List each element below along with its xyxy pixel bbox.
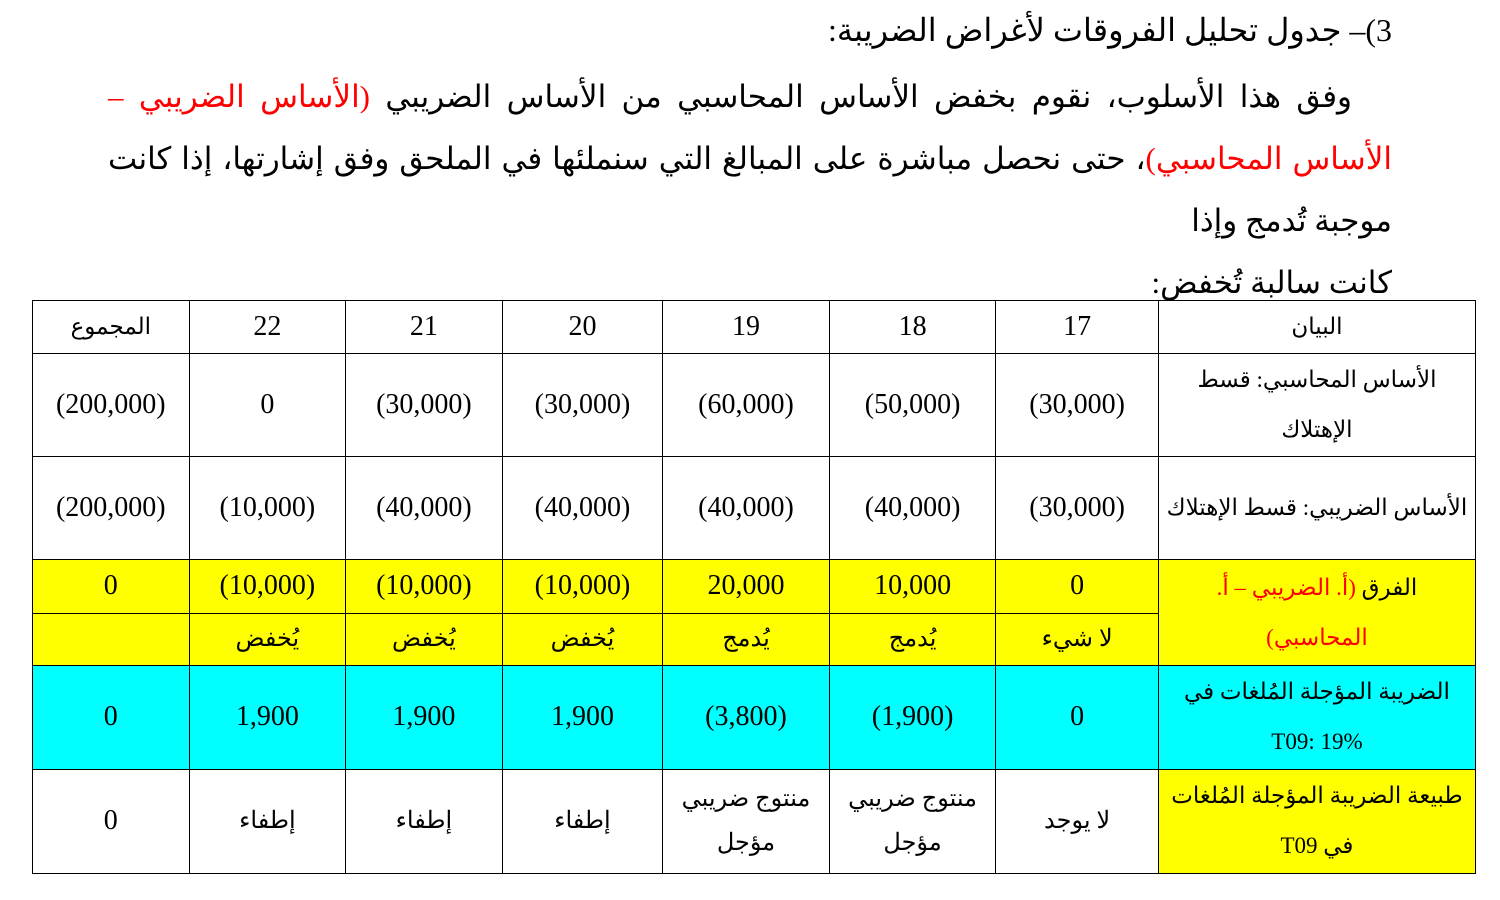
header-cell-year: 20 bbox=[502, 301, 663, 354]
treatment-cell: يُدمج bbox=[829, 613, 996, 665]
table-cell: إطفاء bbox=[502, 769, 663, 873]
paragraph-text-2: ، حتى نحصل مباشرة على المبالغ التي سنملئها في الملحق وفق إشارتها، إذا كانت موجبة تُدمج وإذا bbox=[108, 141, 1392, 238]
table-cell: 20,000 bbox=[663, 560, 830, 613]
paragraph-last-line: كانت سالبة تُخفض: bbox=[1151, 265, 1392, 300]
table-cell: إطفاء bbox=[189, 769, 346, 873]
table-cell: 1,900 bbox=[502, 665, 663, 769]
header-cell-year: 19 bbox=[663, 301, 830, 354]
treatment-cell-total bbox=[33, 613, 190, 665]
table-cell: (40,000) bbox=[663, 457, 830, 560]
table-row-tax-base bbox=[33, 457, 1476, 560]
row-label-difference: الفرق (أ. الضريبي – أ. المحاسبي) bbox=[1158, 560, 1475, 665]
table-cell: إطفاء bbox=[346, 769, 503, 873]
explanation-paragraph bbox=[108, 66, 1392, 314]
header-cell-year: 18 bbox=[829, 301, 996, 354]
table-row-nature bbox=[33, 769, 1476, 873]
table-cell-total: 0 bbox=[33, 769, 190, 873]
table-cell: (10,000) bbox=[502, 560, 663, 613]
header-cell-year: 17 bbox=[996, 301, 1159, 354]
treatment-cell: يُخفض bbox=[346, 613, 503, 665]
table-cell: (10,000) bbox=[189, 560, 346, 613]
table-cell: 10,000 bbox=[829, 560, 996, 613]
header-cell-total: المجموع bbox=[33, 301, 190, 354]
table-cell: (10,000) bbox=[189, 457, 346, 560]
table-cell: منتوج ضريبي مؤجل bbox=[829, 769, 996, 873]
treatment-cell: يُخفض bbox=[189, 613, 346, 665]
treatment-cell: يُدمج bbox=[663, 613, 830, 665]
table-row-deferred-tax bbox=[33, 665, 1476, 769]
table-cell: (40,000) bbox=[502, 457, 663, 560]
table-cell-total: (200,000) bbox=[33, 457, 190, 560]
table-cell-total: 0 bbox=[33, 560, 190, 613]
table-cell: (40,000) bbox=[346, 457, 503, 560]
table-cell: (3,800) bbox=[663, 665, 830, 769]
row-label: الأساس المحاسبي: قسط الإهتلاك bbox=[1158, 354, 1475, 457]
header-cell-year: 22 bbox=[189, 301, 346, 354]
table-row-accounting-base bbox=[33, 354, 1476, 457]
table-cell: 0 bbox=[189, 354, 346, 457]
table-cell-total: (200,000) bbox=[33, 354, 190, 457]
table-cell: (50,000) bbox=[829, 354, 996, 457]
row-label: الضريبة المؤجلة المُلغات في T09: 19% bbox=[1158, 665, 1475, 769]
table-cell: (30,000) bbox=[996, 457, 1159, 560]
row-label: الأساس الضريبي: قسط الإهتلاك bbox=[1158, 457, 1475, 560]
table-cell: (1,900) bbox=[829, 665, 996, 769]
table-cell: (40,000) bbox=[829, 457, 996, 560]
table-cell-total: 0 bbox=[33, 665, 190, 769]
table-cell: (60,000) bbox=[663, 354, 830, 457]
table-row-difference bbox=[33, 560, 1476, 613]
table-cell: (30,000) bbox=[502, 354, 663, 457]
row-label: طبيعة الضريبة المؤجلة المُلغات في T09 bbox=[1158, 769, 1475, 873]
difference-label-highlight: (أ. الضريبي – أ. المحاسبي) bbox=[1216, 574, 1368, 650]
table-header-row bbox=[33, 301, 1476, 354]
paragraph-text-1: وفق هذا الأسلوب، نقوم بخفض الأساس المحاسبي من الأساس الضريبي bbox=[370, 79, 1352, 114]
table-cell: 0 bbox=[996, 560, 1159, 613]
table-cell: لا يوجد bbox=[996, 769, 1159, 873]
header-cell-year: 21 bbox=[346, 301, 503, 354]
table-cell: (30,000) bbox=[346, 354, 503, 457]
treatment-cell: لا شيء bbox=[996, 613, 1159, 665]
paragraph-highlight: (الأساس الضريبي – الأساس المحاسبي) bbox=[108, 79, 1392, 176]
treatment-cell: يُخفض bbox=[502, 613, 663, 665]
section-heading: 3)– جدول تحليل الفروقات لأغراض الضريبة: bbox=[828, 12, 1392, 48]
header-cell-statement: البيان bbox=[1158, 301, 1475, 354]
table-cell: 0 bbox=[996, 665, 1159, 769]
table-cell: منتوج ضريبي مؤجل bbox=[663, 769, 830, 873]
table-cell: (10,000) bbox=[346, 560, 503, 613]
table-cell: (30,000) bbox=[996, 354, 1159, 457]
table-cell: 1,900 bbox=[189, 665, 346, 769]
tax-differences-table bbox=[32, 300, 1476, 874]
table-cell: 1,900 bbox=[346, 665, 503, 769]
